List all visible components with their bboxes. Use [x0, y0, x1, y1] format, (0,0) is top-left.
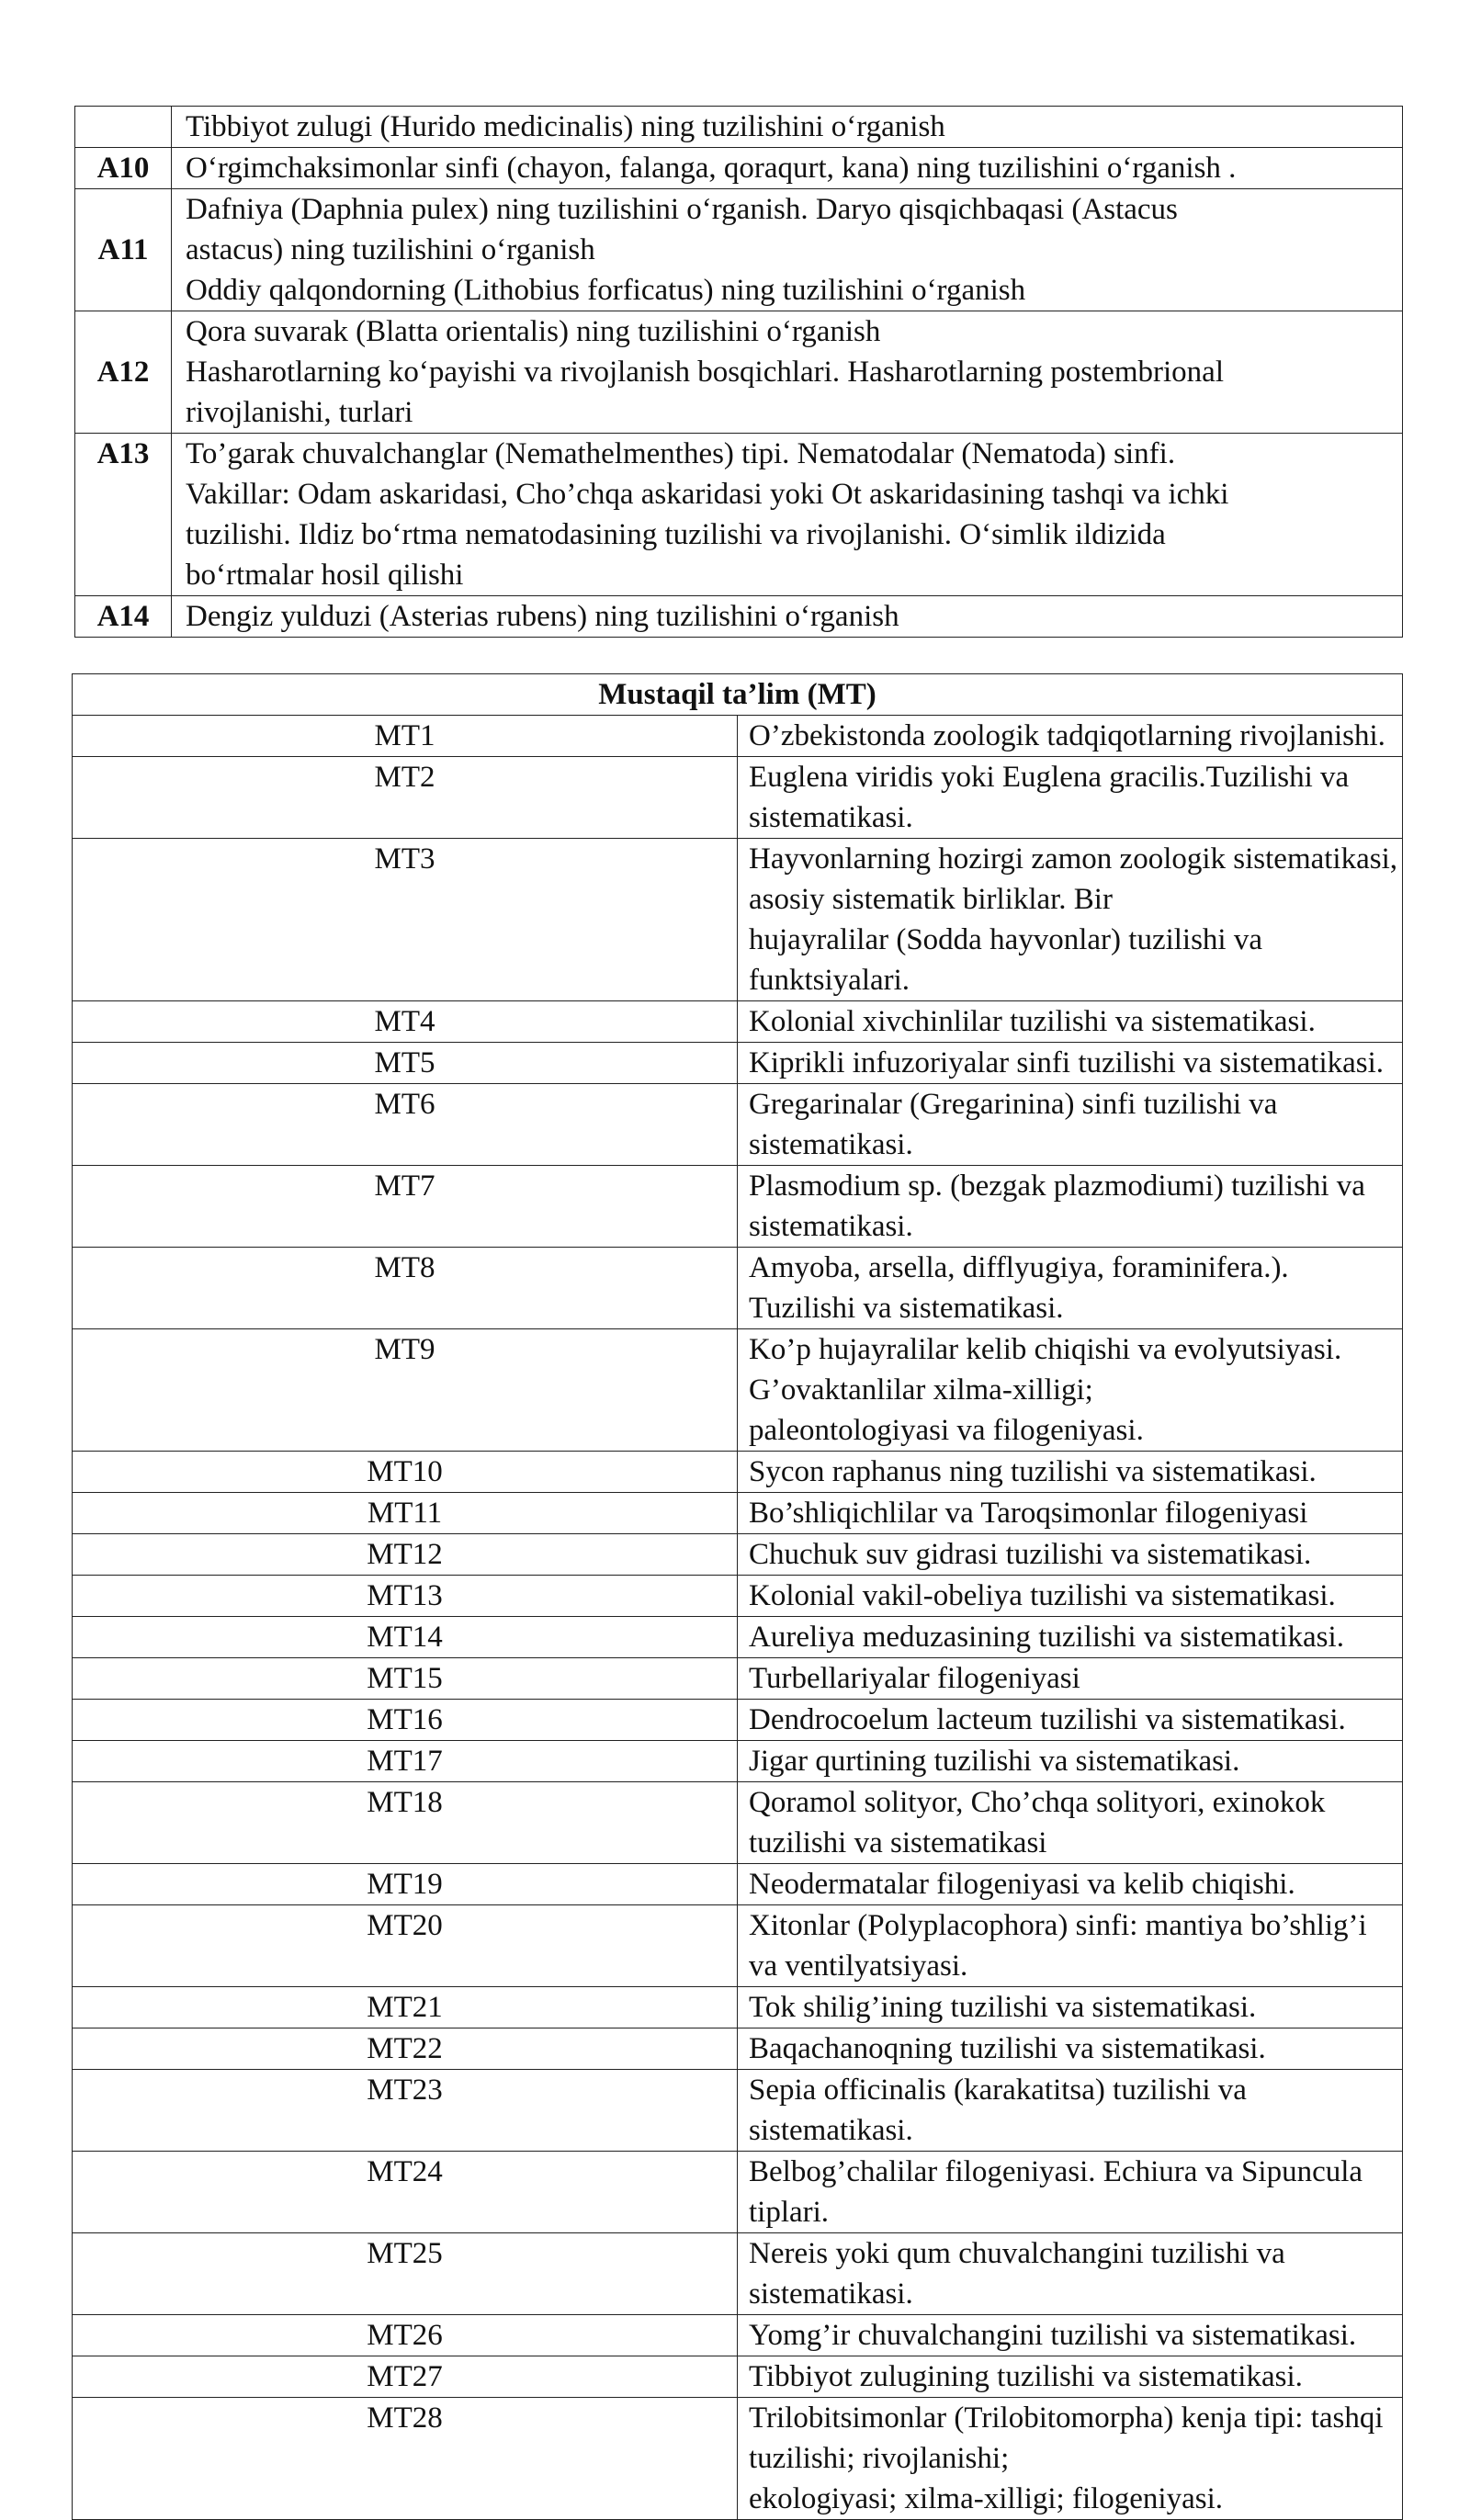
table-row — [73, 2152, 1403, 2233]
row-text — [738, 839, 1403, 1001]
text-line: Sepia officinalis (karakatitsa) tuzilishi va sistematikasi. — [749, 2074, 1247, 2147]
text-line: Dafniya (Daphnia pulex) ning tuzilishini o‘rganish. Daryo qisqichbaqasi (Astacus — [186, 193, 1178, 226]
text-line: Kiprikli infuzoriyalar sinfi tuzilishi va sistematikasi. — [749, 1046, 1385, 1079]
row-code: MT22 — [73, 2028, 738, 2070]
row-code: MT20 — [73, 1905, 738, 1987]
row-text — [738, 1534, 1403, 1576]
table-row — [73, 2070, 1403, 2152]
text-line: To’garak chuvalchanglar (Nemathelmenthes) tipi. Nematodalar (Nematoda) sinfi. — [186, 437, 1176, 470]
table-row — [73, 1658, 1403, 1700]
row-code: MT3 — [73, 839, 738, 1001]
text-line: Turbellariyalar filogeniyasi — [749, 1662, 1080, 1695]
row-text — [738, 1905, 1403, 1987]
table-row — [75, 596, 1403, 638]
text-line: Trilobitsimonlar (Trilobitomorpha) kenja tipi: tashqi tuzilishi; rivojlanishi; — [749, 2401, 1384, 2475]
row-code: MT13 — [73, 1576, 738, 1617]
text-line: Tibbiyot zulugi (Hurido medicinalis) ning tuzilishini o‘rganish — [186, 110, 945, 143]
table-row — [73, 1576, 1403, 1617]
row-code: MT9 — [73, 1329, 738, 1452]
table-row — [73, 839, 1403, 1001]
text-line: O’zbekistonda zoologik tadqiqotlarning rivojlanishi. — [749, 719, 1385, 752]
text-line: Plasmodium sp. (bezgak plazmodiumi) tuzilishi va sistematikasi. — [749, 1170, 1365, 1243]
text-line: Tok shilig’ining tuzilishi va sistematikasi. — [749, 1991, 1257, 2024]
text-line: paleontologiyasi va filogeniyasi. — [749, 1414, 1144, 1447]
row-text — [738, 1084, 1403, 1166]
row-text — [738, 1329, 1403, 1452]
row-code: MT4 — [73, 1001, 738, 1043]
table-title: Mustaqil ta’lim (MT) — [73, 674, 1403, 716]
row-text — [738, 1658, 1403, 1700]
row-code: MT28 — [73, 2398, 738, 2520]
table-row — [73, 1905, 1403, 1987]
text-line: Hayvonlarning hozirgi zamon zoologik sistematikasi, asosiy sistematik birliklar. Bir — [749, 842, 1398, 916]
text-line: Kolonial vakil-obeliya tuzilishi va sistematikasi. — [749, 1579, 1336, 1612]
table-row — [75, 107, 1403, 148]
row-code: MT11 — [73, 1493, 738, 1534]
row-code: MT12 — [73, 1534, 738, 1576]
text-line: Aureliya meduzasining tuzilishi va sistematikasi. — [749, 1621, 1344, 1654]
table-row — [75, 148, 1403, 189]
table-row — [73, 1741, 1403, 1782]
row-text — [172, 434, 1403, 596]
row-code: MT16 — [73, 1700, 738, 1741]
row-code: MT2 — [73, 757, 738, 839]
row-code: MT24 — [73, 2152, 738, 2233]
text-line: Baqachanoqning tuzilishi va sistematikasi. — [749, 2032, 1266, 2065]
row-text — [738, 2070, 1403, 2152]
text-line: Jigar qurtining tuzilishi va sistematikasi. — [749, 1745, 1240, 1778]
row-code: MT1 — [73, 716, 738, 757]
row-text — [738, 1452, 1403, 1493]
text-line: Yomg’ir chuvalchangini tuzilishi va sistematikasi. — [749, 2319, 1357, 2352]
row-code: MT25 — [73, 2233, 738, 2315]
text-line: Qoramol solityor, Cho’chqa solityori, exinokok tuzilishi va sistematikasi — [749, 1786, 1326, 1859]
table-row — [73, 1248, 1403, 1329]
table-row — [73, 1700, 1403, 1741]
row-code: MT17 — [73, 1741, 738, 1782]
text-line: Amyoba, arsella, difflyugiya, foraminifera.). Tuzilishi va sistematikasi. — [749, 1251, 1289, 1325]
row-code: MT8 — [73, 1248, 738, 1329]
row-text — [738, 1741, 1403, 1782]
row-code: MT10 — [73, 1452, 738, 1493]
text-line: Dengiz yulduzi (Asterias rubens) ning tuzilishini o‘rganish — [186, 600, 899, 633]
text-line: Kolonial xivchinlilar tuzilishi va sistematikasi. — [749, 1005, 1316, 1038]
row-code: MT15 — [73, 1658, 738, 1700]
text-line: Euglena viridis yoki Euglena gracilis.Tuzilishi va sistematikasi. — [749, 761, 1350, 834]
text-line: Tibbiyot zulugining tuzilishi va sistematikasi. — [749, 2360, 1303, 2393]
row-code: A12 — [75, 311, 172, 434]
text-line: Xitonlar (Polyplacophora) sinfi: mantiya bo’shlig’i va ventilyatsiyasi. — [749, 1909, 1367, 1983]
table-row — [73, 2028, 1403, 2070]
table-row — [73, 1001, 1403, 1043]
text-line: tuzilishi. Ildiz bo‘rtma nematodasining tuzilishi va rivojlanishi. O‘simlik ildizida — [186, 518, 1166, 551]
text-line: astacus) ning tuzilishini o‘rganish — [186, 233, 595, 266]
text-line: Belbog’chalilar filogeniyasi. Echiura va Sipuncula tiplari. — [749, 2155, 1363, 2229]
lab-topics-table — [74, 106, 1403, 638]
table-row — [75, 434, 1403, 596]
text-line: Bo’shliqichlilar va Taroqsimonlar filogeniyasi — [749, 1497, 1308, 1530]
row-text — [738, 1248, 1403, 1329]
text-line: rivojlanishi, turlari — [186, 396, 413, 429]
row-text — [172, 107, 1403, 148]
text-line: Sycon raphanus ning tuzilishi va sistematikasi. — [749, 1455, 1317, 1488]
row-text — [738, 1700, 1403, 1741]
table-row — [73, 2356, 1403, 2398]
text-line: Ko’p hujayralilar kelib chiqishi va evolyutsiyasi. G’ovaktanlilar xilma-xilligi; — [749, 1333, 1342, 1407]
table-row — [73, 1617, 1403, 1658]
text-line: Vakillar: Odam askaridasi, Cho’chqa askaridasi yoki Ot askaridasining tashqi va ichki — [186, 478, 1229, 511]
row-code: MT7 — [73, 1166, 738, 1248]
row-code: A14 — [75, 596, 172, 638]
table-row — [73, 1452, 1403, 1493]
table-row — [73, 1043, 1403, 1084]
text-line: Oddiy qalqondorning (Lithobius forficatus) ning tuzilishini o‘rganish — [186, 274, 1026, 307]
table-row — [73, 1329, 1403, 1452]
table-row — [73, 1534, 1403, 1576]
table-row — [73, 1493, 1403, 1534]
independent-study-table — [72, 673, 1403, 2520]
text-line: Nereis yoki qum chuvalchangini tuzilishi va sistematikasi. — [749, 2237, 1285, 2311]
table-row — [73, 1166, 1403, 1248]
text-line: Dendrocoelum lacteum tuzilishi va sistematikasi. — [749, 1703, 1346, 1736]
row-code: MT19 — [73, 1864, 738, 1905]
row-code: MT27 — [73, 2356, 738, 2398]
table-row — [73, 1782, 1403, 1864]
text-line: Gregarinalar (Gregarinina) sinfi tuzilishi va sistematikasi. — [749, 1088, 1278, 1161]
row-code: MT23 — [73, 2070, 738, 2152]
row-code: A13 — [75, 434, 172, 596]
table-row — [73, 1084, 1403, 1166]
table-row — [73, 2315, 1403, 2356]
row-code: MT21 — [73, 1987, 738, 2028]
row-text — [738, 1493, 1403, 1534]
table-row — [73, 716, 1403, 757]
row-text — [172, 596, 1403, 638]
text-line: hujayralilar (Sodda hayvonlar) tuzilishi va funktsiyalari. — [749, 923, 1263, 997]
row-text — [738, 2356, 1403, 2398]
row-text — [738, 2152, 1403, 2233]
row-text — [738, 1987, 1403, 2028]
row-text — [738, 2315, 1403, 2356]
row-text — [738, 1166, 1403, 1248]
text-line: Qora suvarak (Blatta orientalis) ning tuzilishini o‘rganish — [186, 315, 881, 348]
row-text — [738, 1864, 1403, 1905]
table-row — [75, 311, 1403, 434]
table-row — [73, 1864, 1403, 1905]
row-text — [738, 2398, 1403, 2520]
row-text — [738, 1001, 1403, 1043]
text-line: Neodermatalar filogeniyasi va kelib chiqishi. — [749, 1868, 1295, 1901]
table-row — [73, 757, 1403, 839]
row-code — [75, 107, 172, 148]
row-code: MT5 — [73, 1043, 738, 1084]
row-text — [738, 1617, 1403, 1658]
row-text — [738, 716, 1403, 757]
table-row — [75, 189, 1403, 311]
row-text — [172, 148, 1403, 189]
row-code: A10 — [75, 148, 172, 189]
text-line: ekologiyasi; xilma-xilligi; filogeniyasi. — [749, 2482, 1224, 2515]
row-text — [172, 189, 1403, 311]
text-line: O‘rgimchaksimonlar sinfi (chayon, falanga, qoraqurt, kana) ning tuzilishini o‘rganish . — [186, 152, 1237, 185]
table-row — [73, 1987, 1403, 2028]
row-text — [738, 1043, 1403, 1084]
row-text — [738, 2233, 1403, 2315]
text-line: Chuchuk suv gidrasi tuzilishi va sistematikasi. — [749, 1538, 1312, 1571]
table-row — [73, 2398, 1403, 2520]
table-row — [73, 2233, 1403, 2315]
row-text — [738, 1576, 1403, 1617]
row-code: A11 — [75, 189, 172, 311]
row-code: MT18 — [73, 1782, 738, 1864]
row-code: MT14 — [73, 1617, 738, 1658]
row-text — [738, 2028, 1403, 2070]
text-line: Hasharotlarning ko‘payishi va rivojlanish bosqichlari. Hasharotlarning postembrional — [186, 356, 1224, 389]
row-code: MT6 — [73, 1084, 738, 1166]
row-text — [738, 757, 1403, 839]
row-text — [172, 311, 1403, 434]
table-header-row — [73, 674, 1403, 716]
row-code: MT26 — [73, 2315, 738, 2356]
text-line: bo‘rtmalar hosil qilishi — [186, 559, 464, 592]
row-text — [738, 1782, 1403, 1864]
